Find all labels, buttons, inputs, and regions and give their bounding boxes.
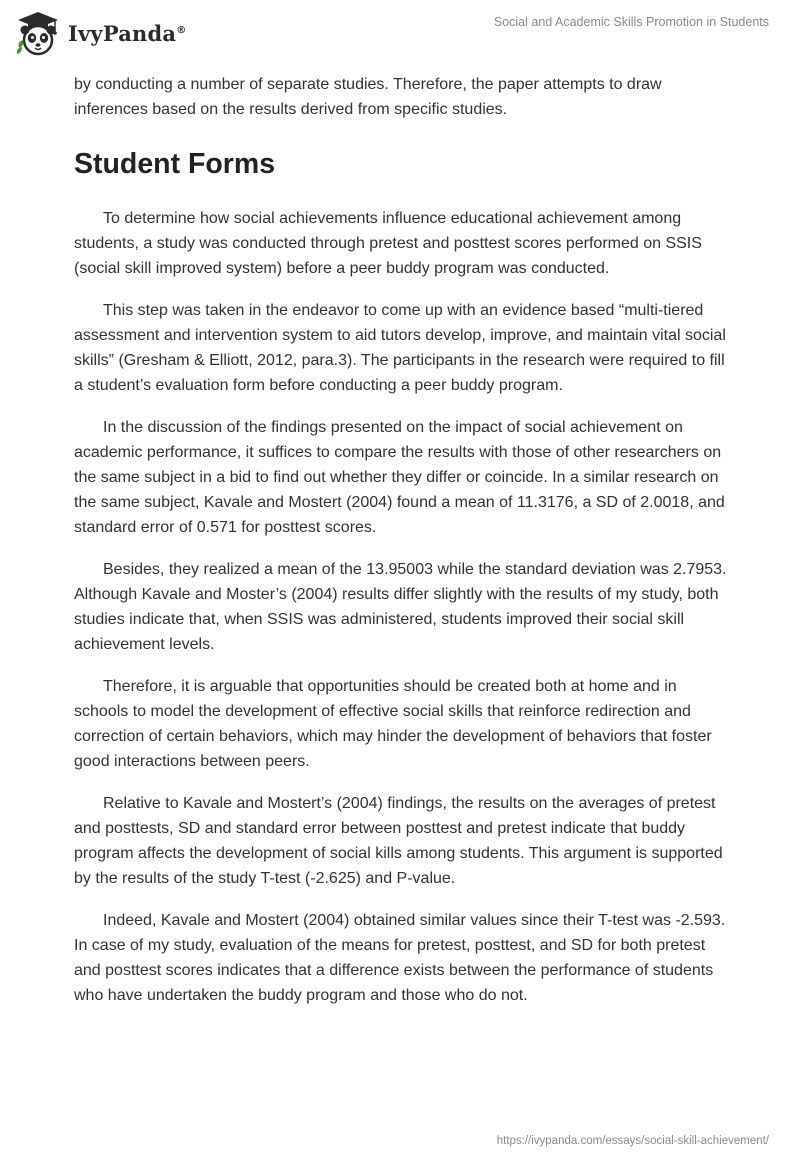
panda-graduate-icon — [14, 10, 62, 56]
section-heading: Student Forms — [74, 148, 276, 180]
body-paragraph: In the discussion of the findings presented on the impact of social achievement on academic performance, it suffices to compare the results with those of other researchers on the same subject in a bid to find out whether they differ or coincide. In a similar research on the same subject, Kavale and Mostert (2004) found a mean of 11.3176, a SD of 2.0018, and standard error of 0.571 for posttest scores. — [74, 419, 725, 536]
body-paragraph: This step was taken in the endeavor to come up with an evidence based “multi-tiered assessment and intervention system to aid tutors develop, improve, and maintain vital social skills” (Gresham & Elliott, 2012, para.3). The participants in the research were required to fill a student’s evaluation form before conducting a peer buddy program. — [74, 302, 726, 394]
ivypanda-logo[interactable] — [14, 10, 186, 56]
document-title: Social and Academic Skills Promotion in Students — [493, 15, 769, 29]
source-url[interactable]: https://ivypanda.com/essays/social-skill-achievement/ — [496, 1135, 769, 1147]
essay-body — [74, 72, 730, 1025]
body-paragraph: Therefore, it is arguable that opportunities should be created both at home and in schools to model the development of effective social skills that reinforce redirection and correction of certain behaviors, which may hinder the development of behaviors that foster good interactions between peers. — [74, 678, 712, 770]
body-paragraph: Besides, they realized a mean of the 13.95003 while the standard deviation was 2.7953. Although Kavale and Moster’s (2004) results differ slightly with the results of my study, both studies indicate that, when SSIS was administered, students improved their social skill achievement levels. — [74, 561, 727, 653]
body-paragraph: Indeed, Kavale and Mostert (2004) obtained similar values since their T-test was -2.593. In case of my study, evaluation of the means for pretest, posttest, and SD for both pretest and posttest scores indicates that a difference exists between the performance of students who have undertaken the buddy program and those who do not. — [74, 912, 726, 1004]
body-paragraph: Relative to Kavale and Mostert’s (2004) findings, the results on the averages of pretest and posttests, SD and standard error between posttest and pretest indicate that buddy program affects the development of social kills among students. This argument is supported by the results of the study T-test (-2.625) and P-value. — [74, 795, 723, 887]
brand-name: IvyPanda® — [68, 20, 187, 46]
registered-mark: ® — [176, 24, 187, 36]
page-header — [0, 0, 800, 70]
body-paragraph: To determine how social achievements influence educational achievement among students, a study was conducted through pretest and posttest scores performed on SSIS (social skill improved system) before a peer buddy program was conducted. — [74, 210, 702, 277]
intro-paragraph: by conducting a number of separate studies. Therefore, the paper attempts to draw inferences based on the results derived from specific studies. — [74, 76, 662, 118]
